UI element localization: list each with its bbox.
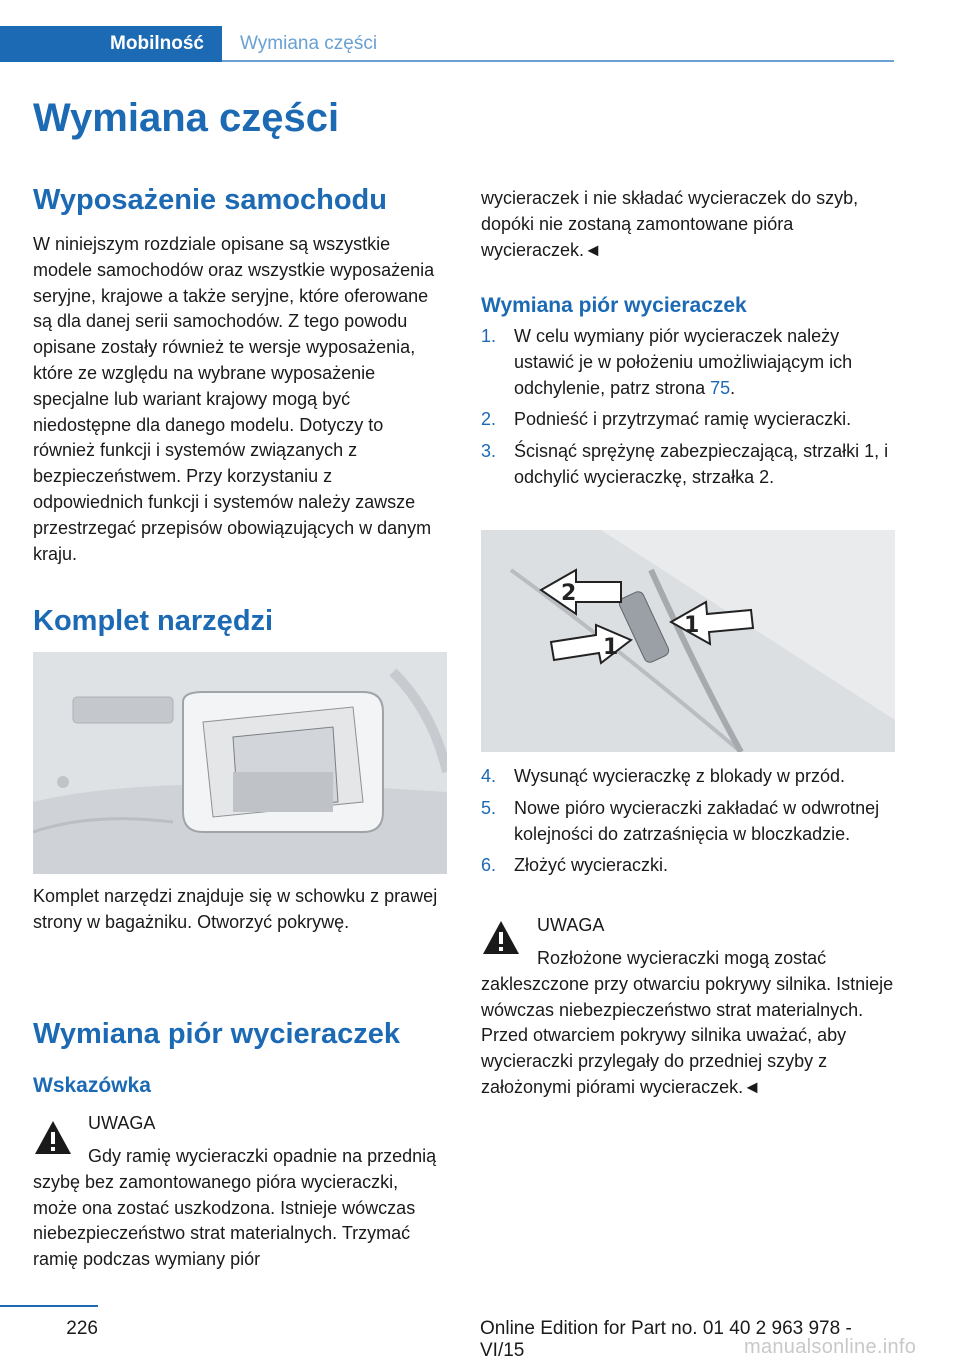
step-number: 1. [481,326,497,346]
list-item [481,439,895,491]
toolkit-body: Komplet narzędzi znajduje się w schowku z prawej strony w bagażniku. Otworzyć pokrywę. [33,886,438,932]
step-text: Ścisnąć sprężynę zabezpieczającą, strzałki 1, i odchylić wycieraczkę, strzałka 2. [514,441,889,487]
step-text: Złożyć wycieraczki. [514,855,669,876]
figure-label: 2 [561,581,577,606]
step-text-end: . [730,377,736,398]
list-item [481,324,895,401]
wiper-replace-subheading: Wymiana piór wycieraczek [481,294,747,317]
step-number: 2. [481,409,497,430]
toolkit-heading: Komplet narzędzi [33,605,274,637]
wiper-photo [481,530,895,752]
equipment-body: W niniejszym rozdziale opisane są wszystkie modele samochodów oraz wszystkie wyposażenia seryjne, krajowe a także seryjne, które oferowane są dla danej serii samochodów. Z tego powodu opisane zostały również te wersje wyposażenia, które ze względu na wybrane wyposażenie specjalne lub wariant krajowy mogą być niedostępne dla danego modelu. Dotyczy to również funkcji i systemów związanych z bezpieczeństwem. Przy korzystaniu z odpowiednich funkcji i systemów należy zawsze przestrzegać przepisów obowiązujących w danym kraju. [33,234,435,564]
page-link[interactable]: 75 [710,377,731,398]
warning-title: UWAGA [537,915,605,935]
toolkit-photo [33,652,447,874]
figure-label: 1 [684,613,700,638]
list-item [481,796,895,848]
step-number: 3. [481,441,497,462]
warning-text: Rozłożone wycieraczki mogą zostać zakleszczone przy otwarciu pokrywy silnika. Istnieje wówczas niebezpieczeństwo strat materialnych. Przed otwarciem pokrywy silnika uważać, aby wycieraczki przylegały do przedniej szyby z założonymi piórami wycieraczek.◄ [481,948,894,1097]
watermark: manualsonline.info [744,1336,917,1358]
warning-text: Gdy ramię wycieraczki opadnie na przednią szybę bez zamontowanego pióra wycieraczki, może ona zostać uszkodzona. Istnieje wówczas niebezpieczeństwo strat materialnych. Trzymać ramię podczas wymiany piór [33,1146,437,1270]
step-text: Wysunąć wycieraczkę z blokady w przód. [514,766,845,786]
equipment-heading: Wyposażenie samochodu [33,184,387,216]
list-item [481,764,895,790]
list-item [481,407,895,433]
warning-text-continuation: wycieraczek i nie składać wycieraczek do szyb, dopóki nie zostaną zamontowane pióra wycieraczek.◄ [481,188,859,260]
step-text: Podnieść i przytrzymać ramię wycieraczki. [514,409,852,430]
section-tab[interactable]: Mobilność [0,26,222,62]
steps-list-a [481,324,895,497]
step-number: 5. [481,797,497,818]
note-heading: Wskazówka [33,1074,151,1097]
edition-info: Online Edition for Part no. 01 40 2 963 978 - VI/15 [480,1318,852,1361]
step-text: Nowe pióro wycieraczki zakładać w odwrotnej kolejności do zatrzaśnięcia w bloczkadzie. [514,797,880,844]
page-number: 226 [66,1318,98,1339]
footer-rule [0,1305,98,1307]
step-number: 6. [481,855,497,876]
step-text: W celu wymiany piór wycieraczek należy ustawić je w położeniu umożliwiającym ich odchylenie, patrz strona [514,326,853,398]
step-number: 4. [481,766,497,786]
page-title: Wymiana części [33,96,340,140]
list-item [481,853,895,879]
steps-list-b [481,764,895,885]
figure-label: 1 [603,635,619,660]
warning-title: UWAGA [88,1113,156,1133]
page-tab[interactable]: Wymiana części [240,33,378,54]
wipers-heading: Wymiana piór wycieraczek [33,1018,400,1050]
header-rule [222,60,894,62]
